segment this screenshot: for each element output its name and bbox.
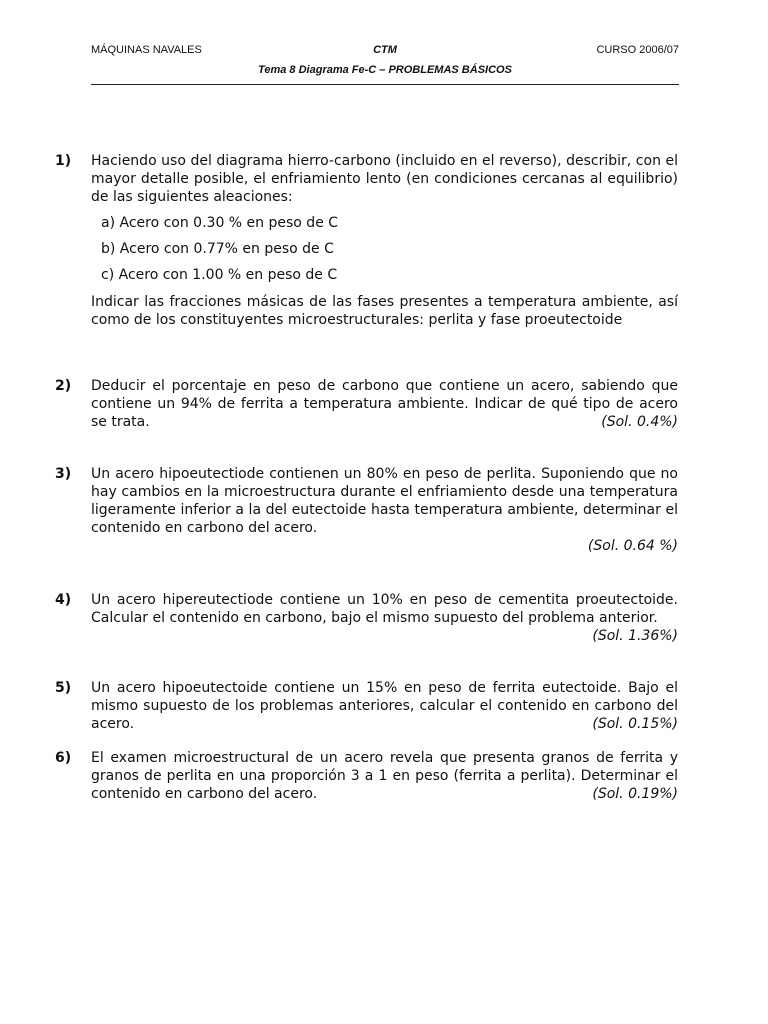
problem-text: Un acero hipoeutectoide contiene un 15% en peso de ferrita eutectoide. Bajo el mismo supuesto de los problemas anteriores, calcular el contenido en carbono del acero. — [91, 680, 678, 732]
problem-text: Deducir el porcentaje en peso de carbono que contiene un acero, sabiendo que contiene un 94% de ferrita a temperatura ambiente. Indicar de qué tipo de acero se trata. — [91, 378, 678, 430]
problem-number: 5) — [55, 680, 72, 696]
problem-1 — [55, 152, 678, 329]
problem-2 — [55, 377, 678, 431]
problem-text: Haciendo uso del diagrama hierro-carbono (incluido en el reverso), describir, con el mayor detalle posible, el enfriamiento lento (en condiciones cercanas al equilibrio) de las siguientes aleaciones: — [91, 153, 678, 205]
problem-number: 2) — [55, 378, 72, 394]
problem-text: El examen microestructural de un acero revela que presenta granos de ferrita y granos de perlita en una proporción 3 a 1 en peso (ferrita a perlita). Determinar el contenido en carbono del acero. — [91, 750, 678, 802]
problem-number: 6) — [55, 750, 72, 766]
solution: (Sol. 0.4%) — [601, 414, 678, 430]
problem-text: Un acero hipoeutectiode contienen un 80% en peso de perlita. Suponiendo que no hay cambios en la microestructura durante el enfriamiento desde una temperatura ligeramente inferior a la del eutectoide hasta temperatura ambiente, determinar el contenido en carbono del acero. — [91, 466, 678, 536]
solution: (Sol. 1.36%) — [592, 628, 678, 644]
header-subtitle: Tema 8 Diagrama Fe-C – PROBLEMAS BÁSICOS — [258, 64, 512, 76]
problem-3 — [55, 465, 678, 555]
page-header — [91, 44, 679, 85]
list-item: a) Acero con 0.30 % en peso de C — [101, 215, 339, 231]
header-department: CTM — [373, 44, 397, 56]
header-course-year: CURSO 2006/07 — [596, 44, 679, 56]
problem-6 — [55, 749, 678, 803]
problem-text: Un acero hipereutectiode contiene un 10% en peso de cementita proeutectoide. Calcular el contenido en carbono, bajo el mismo supuesto del problema anterior. — [91, 592, 678, 626]
problem-number: 4) — [55, 592, 72, 608]
problem-5 — [55, 679, 678, 733]
problem-4 — [55, 591, 678, 645]
solution: (Sol. 0.15%) — [592, 716, 678, 732]
problem-number: 3) — [55, 466, 72, 482]
list-item: b) Acero con 0.77% en peso de C — [101, 241, 334, 257]
solution: (Sol. 0.64 %) — [587, 538, 678, 554]
list-item: c) Acero con 1.00 % en peso de C — [101, 267, 338, 283]
solution: (Sol. 0.19%) — [592, 786, 678, 802]
header-course-name: MÁQUINAS NAVALES — [91, 44, 202, 56]
problem-number: 1) — [55, 153, 72, 169]
problem-text-instructions: Indicar las fracciones másicas de las fases presentes a temperatura ambiente, así como de los constituyentes microestructurales: perlita y fase proeutectoide — [91, 294, 678, 328]
